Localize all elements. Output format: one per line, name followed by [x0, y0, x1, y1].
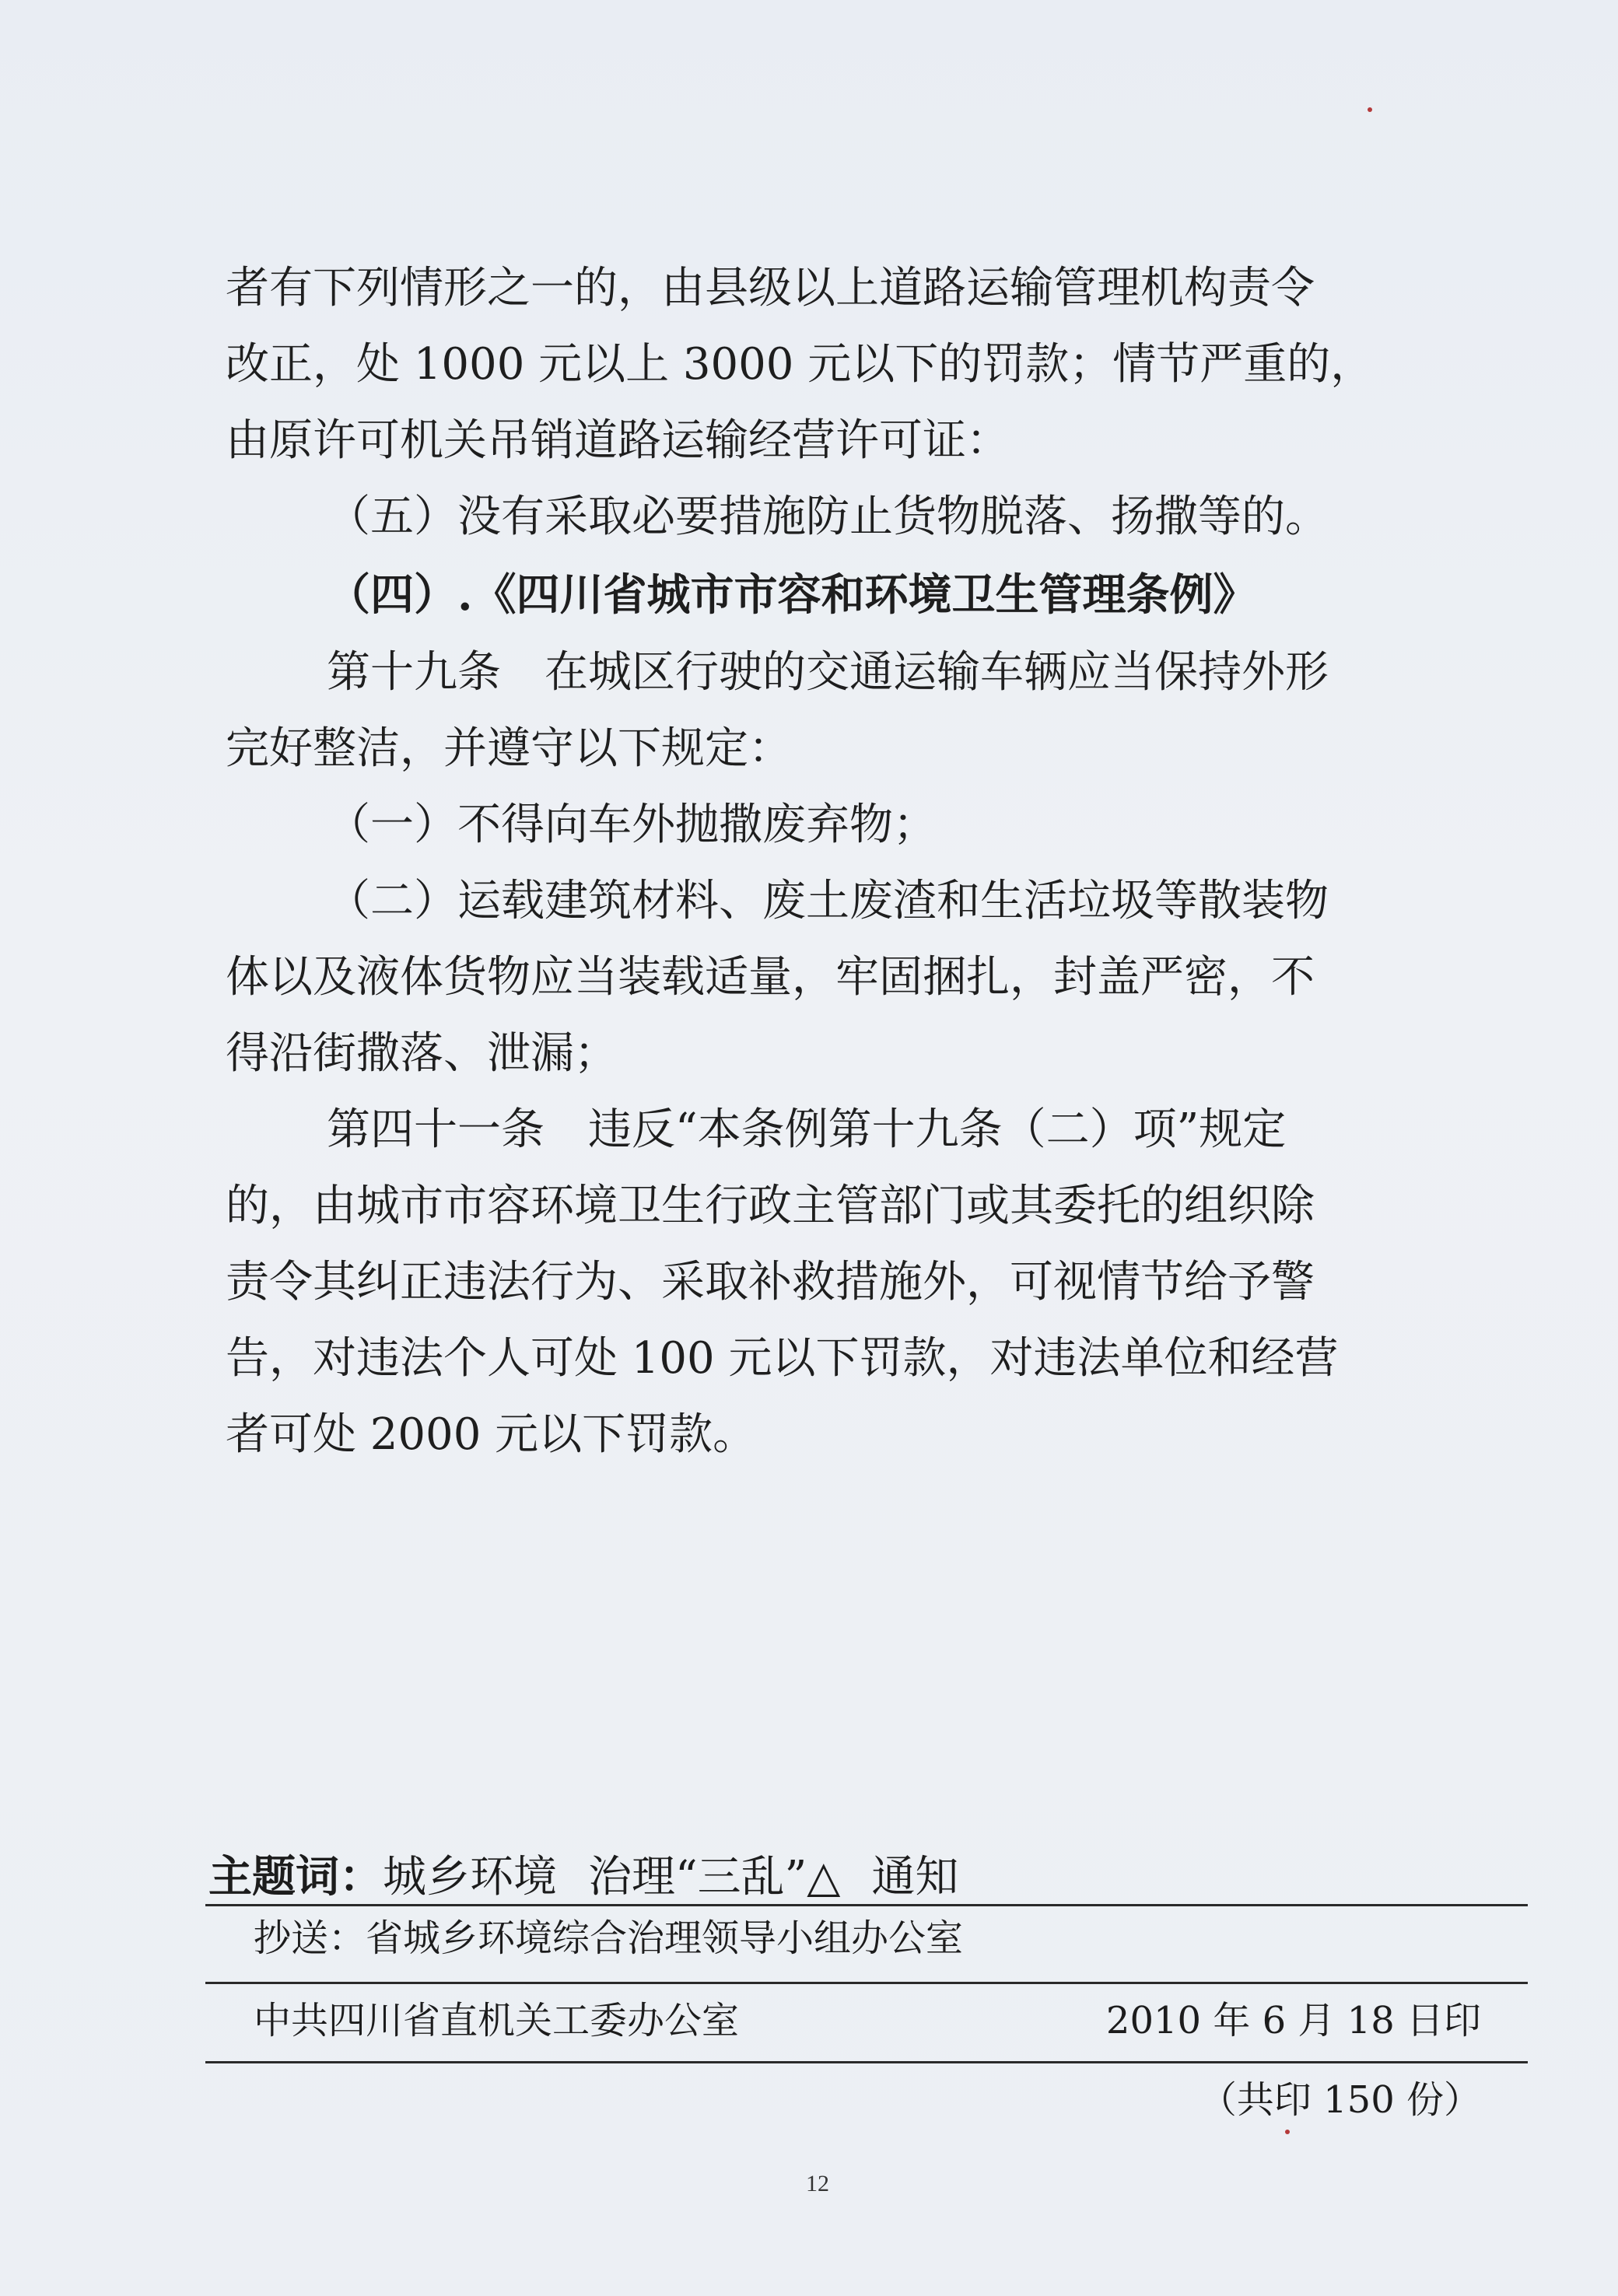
body-line: 改正，处 1000 元以上 3000 元以下的罚款；情节严重的，: [226, 339, 1375, 390]
body-line: 由原许可机关吊销道路运输经营许可证：: [226, 415, 1010, 466]
ink-speck: [1368, 107, 1372, 112]
body-line: 告，对违法个人可处 100 元以下罚款，对违法单位和经营: [226, 1333, 1339, 1384]
keywords-line: [208, 1850, 958, 1905]
body-line: 第四十一条 违反“本条例第十九条（二）项”规定: [327, 1104, 1287, 1155]
print-date: 2010 年 6 月 18 日印: [1105, 1999, 1481, 2042]
keywords-label: 主题词：: [208, 1851, 383, 1902]
cc-recipient: 省城乡环境综合治理领导小组办公室: [366, 1916, 964, 1960]
section-heading: （四）.《四川省城市市容和环境卫生管理条例》: [327, 569, 1257, 621]
body-line: （一）不得向车外抛撒废弃物；: [327, 800, 937, 850]
ink-speck: [1285, 2130, 1290, 2134]
body-line: 第十九条 在城区行驶的交通运输车辆应当保持外形: [327, 647, 1329, 698]
copies-count: （共印 150 份）: [1199, 2078, 1481, 2122]
divider-rule: [205, 2061, 1528, 2063]
body-line: 完好整洁，并遵守以下规定：: [226, 723, 792, 774]
body-line: 者可处 2000 元以下罚款。: [226, 1409, 757, 1460]
issuer: 中共四川省直机关工委办公室: [254, 1999, 740, 2042]
body-line: （二）运载建筑材料、废土废渣和生活垃圾等散装物: [327, 876, 1329, 926]
body-line: 得沿街撒落、泄漏；: [226, 1028, 618, 1079]
keyword: 治理“三乱”△: [588, 1852, 841, 1902]
body-line: 体以及液体货物应当装载适量，牢固捆扎，封盖严密，不: [226, 952, 1315, 1003]
keyword: 城乡环境: [383, 1852, 557, 1902]
cc-line: [254, 1915, 963, 1962]
divider-rule: [205, 1982, 1528, 1984]
cc-label: 抄送：: [254, 1916, 366, 1960]
body-line: 者有下列情形之一的，由县级以上道路运输管理机构责令: [226, 263, 1315, 313]
body-line: 的，由城市市容环境卫生行政主管部门或其委托的组织除: [226, 1181, 1315, 1231]
body-line: （五）没有采取必要措施防止货物脱落、扬撒等的。: [327, 492, 1329, 542]
keyword: 通知: [871, 1852, 959, 1902]
body-line: 责令其纠正违法行为、采取补救措施外，可视情节给予警: [226, 1257, 1315, 1307]
page-number: 12: [806, 2171, 829, 2196]
divider-rule: [205, 1904, 1528, 1906]
